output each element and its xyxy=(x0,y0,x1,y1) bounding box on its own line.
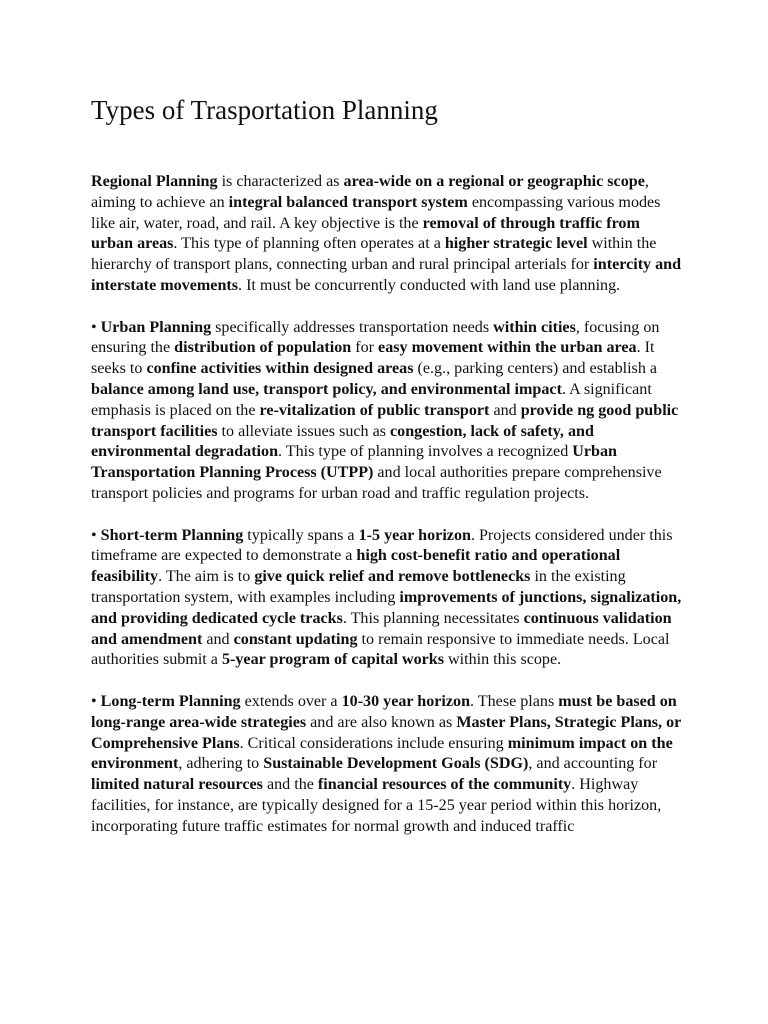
body-text: (e.g., parking centers) and establish a xyxy=(413,360,658,378)
body-text: . Projects considered under this timeframe are expected to demonstrate a xyxy=(91,526,673,565)
bold-text: area-wide on a regional or geographic scope xyxy=(343,173,645,190)
bold-text: congestion, lack of safety, and environmental degradation xyxy=(91,422,594,461)
bold-text: financial resources of the community xyxy=(317,776,572,794)
body-text: . This type of planning involves a recognized xyxy=(278,443,573,461)
paragraph-long-term xyxy=(91,692,683,838)
body-text: in the existing transportation system, with examples including xyxy=(91,568,626,606)
body-text: encompassing various modes like air, water, road, and rail. A key objective is the xyxy=(91,193,661,232)
bold-text: must be based on long-range area-wide strategies xyxy=(91,692,677,731)
document-body xyxy=(91,172,683,858)
body-text: . Critical considerations include ensuring xyxy=(239,734,508,752)
body-text: for xyxy=(351,339,379,357)
body-text: • xyxy=(91,318,101,336)
bold-text: constant updating xyxy=(233,630,358,648)
body-text: to remain responsive to immediate needs. Local authorities submit a xyxy=(91,630,670,669)
body-text: within this scope. xyxy=(443,651,562,669)
body-text: . These plans xyxy=(470,692,559,710)
body-text: to alleviate issues such as xyxy=(217,422,391,440)
body-text: and the xyxy=(262,776,318,794)
body-text: within the hierarchy of transport plans, connecting urban and rural principal arterials for xyxy=(91,235,657,274)
bold-text: confine activities within designed areas xyxy=(146,360,414,378)
body-text: and are also known as xyxy=(306,713,457,731)
bold-text: improvements of junctions, signalization, and providing dedicated cycle tracks xyxy=(91,588,682,627)
bold-text: Sustainable Development Goals (SDG) xyxy=(263,755,529,773)
body-text: . It must be concurrently conducted with land use planning. xyxy=(238,276,621,294)
bold-text: intercity and interstate movements xyxy=(91,256,682,294)
bold-text: Master Plans, Strategic Plans, or Comprehensive Plans xyxy=(91,713,681,752)
body-text: and local authorities prepare comprehensive transport policies and programs for urban road and traffic regulation projects. xyxy=(91,464,662,502)
bold-text: continuous validation and amendment xyxy=(91,609,672,648)
body-text: is characterized as xyxy=(217,173,344,190)
bold-text: Regional Planning xyxy=(91,173,218,190)
paragraph-short-term xyxy=(91,526,683,672)
bold-text: distribution of population xyxy=(174,339,352,357)
bold-text: re-vitalization of public transport xyxy=(259,401,490,419)
bold-text: 1-5 year horizon xyxy=(358,526,471,544)
bold-text: give quick relief and remove bottlenecks xyxy=(254,568,531,586)
bold-text: provide ng good public transport facilities xyxy=(91,401,679,440)
bold-text: integral balanced transport system xyxy=(228,193,468,211)
bold-text: 10-30 year horizon xyxy=(341,692,471,710)
body-text: , and accounting for xyxy=(528,755,658,773)
body-text: . A significant emphasis is placed on the xyxy=(91,380,652,419)
bold-text: 5-year program of capital works xyxy=(221,651,444,669)
body-text: . This planning necessitates xyxy=(342,609,524,627)
body-text: and xyxy=(489,401,521,419)
body-text: extends over a xyxy=(240,692,342,710)
body-text: . It seeks to xyxy=(91,339,655,378)
body-text: , adhering to xyxy=(178,755,264,773)
body-text: . Highway facilities, for instance, are typically designed for a 15-25 year period within this horizon, incorporating future traffic estimates for normal growth and induced traffic xyxy=(91,776,662,835)
bold-text: Short-term Planning xyxy=(100,526,244,544)
paragraph-urban xyxy=(91,318,683,505)
bold-text: removal of through traffic from urban areas xyxy=(91,214,640,253)
body-text: , focusing on ensuring the xyxy=(91,318,660,357)
body-text: and xyxy=(202,630,234,648)
document-title: Types of Trasportation Planning xyxy=(91,95,438,125)
bold-text: minimum impact on the environment xyxy=(91,734,673,773)
bold-text: higher strategic level xyxy=(444,235,588,253)
bold-text: Urban Planning xyxy=(100,318,212,336)
bold-text: easy movement within the urban area xyxy=(378,339,637,357)
body-text: , aiming to achieve an xyxy=(91,173,649,211)
body-text: typically spans a xyxy=(243,526,359,544)
body-text: . The aim is to xyxy=(158,568,255,586)
paragraph-regional xyxy=(91,172,683,297)
bold-text: within cities xyxy=(493,318,576,336)
bold-text: limited natural resources xyxy=(91,776,263,794)
body-text: • xyxy=(91,526,101,544)
body-text: . This type of planning often operates at a xyxy=(173,235,445,253)
bold-text: high cost-benefit ratio and operational feasibility xyxy=(91,547,621,586)
bold-text: balance among land use, transport policy, and environmental impact xyxy=(91,380,562,398)
bold-text: Urban Transportation Planning Process (UTPP) xyxy=(91,443,617,482)
bold-text: Long-term Planning xyxy=(100,692,241,710)
body-text: • xyxy=(91,692,101,710)
body-text: specifically addresses transportation needs xyxy=(211,318,494,336)
